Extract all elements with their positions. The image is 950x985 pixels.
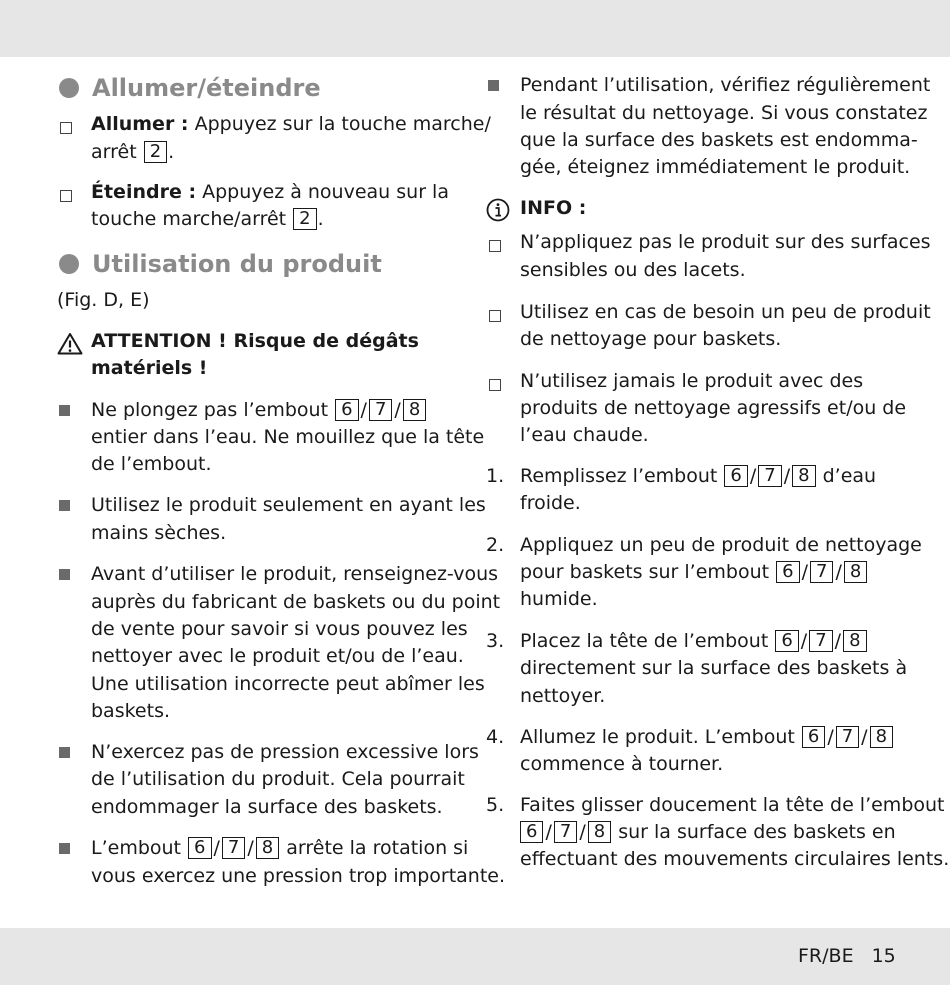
b2-line-1: Utilisez le produit seulement en ayant les — [91, 494, 486, 516]
checkbox-bullet — [60, 190, 72, 202]
b3-line-2: auprès du fabricant de baskets ou du point — [91, 591, 501, 613]
info-title: INFO : — [520, 197, 587, 219]
s5-line-2 — [520, 819, 896, 846]
i3-line-2: produits de nettoyage agressifs et/ou de — [520, 397, 907, 419]
heading-utilisation: Utilisation du produit — [92, 250, 382, 278]
ref-box: 7 — [222, 837, 245, 859]
s1-text-post: d’eau — [816, 465, 877, 487]
b3-line-4: nettoyer avec le produit et/ou de l’eau. — [91, 645, 464, 667]
square-bullet — [59, 500, 70, 511]
i3-line-3: l’eau chaude. — [520, 424, 649, 446]
square-bullet — [59, 405, 70, 416]
b2-line-2: mains sèches. — [91, 522, 227, 544]
ref-box: 6 — [520, 821, 543, 843]
ref-box: 7 — [554, 821, 577, 843]
top-band — [0, 0, 950, 57]
ref-sep: / — [800, 630, 808, 652]
checkbox-bullet — [489, 379, 501, 391]
checkbox-bullet — [60, 122, 72, 134]
s1-line-1 — [520, 463, 876, 490]
ref-box: 8 — [843, 630, 866, 652]
section-bullet-dot — [59, 78, 79, 98]
ref-box: 7 — [836, 726, 859, 748]
ref-sep: / — [783, 465, 791, 487]
ref-box: 6 — [188, 837, 211, 859]
b1-line-3: de l’embout. — [91, 453, 212, 475]
b6-line-1: Pendant l’utilisation, vérifiez régulièrement — [520, 74, 931, 96]
b6-line-4: gée, éteignez immédiatement le produit. — [520, 156, 911, 178]
checkbox-bullet — [489, 240, 501, 252]
ref-sep: / — [213, 837, 220, 859]
b6-line-3: que la surface des baskets est endomma- — [520, 129, 918, 151]
section-bullet-dot — [59, 254, 79, 274]
fig-reference: (Fig. D, E) — [57, 289, 150, 311]
ref-sep: / — [247, 837, 254, 859]
square-bullet — [59, 569, 70, 580]
eteindre-text: Appuyez à nouveau sur la — [196, 181, 449, 203]
b3-line-3: de vente pour savoir si vous pouvez les — [91, 618, 468, 640]
b3-line-1: Avant d’utiliser le produit, renseignez-vous — [91, 563, 499, 585]
eteindre-label: Éteindre : — [91, 181, 197, 203]
step-number: 5. — [486, 794, 505, 816]
i1-line-2: sensibles ou des lacets. — [520, 259, 746, 281]
s4-text: Allumez le produit. L’embout — [520, 726, 795, 748]
b4-line-1: N’exercez pas de pression excessive lors — [91, 741, 479, 763]
ref-sep: / — [545, 821, 552, 843]
ref-sep: / — [827, 726, 834, 748]
ref-box: 6 — [335, 399, 358, 421]
i2-line-2: de nettoyage pour baskets. — [520, 328, 782, 350]
s2-line-2 — [520, 559, 868, 586]
ref-sep: / — [861, 726, 868, 748]
allumer-line-2: arrêt 2 . — [91, 141, 175, 163]
ref-sep: / — [834, 630, 842, 652]
ref-box: 6 — [775, 630, 798, 652]
s5-line-1: Faites glisser doucement la tête de l’embout — [520, 794, 945, 816]
step-number: 2. — [486, 534, 505, 556]
ref-box: 8 — [588, 821, 611, 843]
s5-text-post: sur la surface des baskets en — [612, 821, 896, 843]
eteindre-line-2: touche marche/arrêt 2 . — [91, 208, 324, 230]
allumer-line-1 — [91, 111, 491, 138]
ref-box: 8 — [403, 399, 426, 421]
ref-sep: / — [801, 561, 808, 583]
ref-sep: / — [579, 821, 586, 843]
ref-sep: / — [394, 399, 401, 421]
b4-line-2: de l’utilisation du produit. Cela pourrait — [91, 768, 465, 790]
ref-sep: / — [360, 399, 367, 421]
ref-box: 6 — [724, 465, 747, 487]
ref-box: 8 — [792, 465, 815, 487]
warning-title-line-1: ATTENTION ! Risque de dégâts — [91, 330, 419, 352]
square-bullet — [59, 843, 70, 854]
info-icon — [486, 198, 510, 222]
i2-line-1: Utilisez en cas de besoin un peu de produit — [520, 301, 931, 323]
checkbox-bullet — [489, 310, 501, 322]
i1-line-1: N’appliquez pas le produit sur des surfaces — [520, 231, 931, 253]
s3-line-1 — [520, 628, 868, 655]
ref-box: 2 — [293, 208, 316, 230]
warning-title-line-2: matériels ! — [91, 357, 208, 379]
b3-line-5: Une utilisation incorrecte peut abîmer les — [91, 673, 485, 695]
s5-line-3: effectuant des mouvements circulaires lents. — [520, 848, 950, 870]
ref-box: 6 — [776, 561, 799, 583]
s2-line-1: Appliquez un peu de produit de nettoyage — [520, 534, 922, 556]
ref-box: 7 — [758, 465, 781, 487]
page-footer — [798, 943, 896, 970]
page-number: 15 — [871, 945, 896, 967]
b5-text: L’embout — [91, 837, 181, 859]
allumer-text-2: arrêt — [91, 141, 137, 163]
b4-line-3: endommager la surface des baskets. — [91, 796, 443, 818]
step-number: 4. — [486, 726, 505, 748]
b5-line-1 — [91, 835, 468, 862]
ref-sep: / — [835, 561, 842, 583]
b1-line-2: entier dans l’eau. Ne mouillez que la tête — [91, 426, 485, 448]
square-bullet — [488, 80, 499, 91]
ref-box: 7 — [369, 399, 392, 421]
s4-line-1 — [520, 724, 894, 751]
step-number: 1. — [486, 465, 505, 487]
s2-text: pour baskets sur l’embout — [520, 561, 770, 583]
heading-allumer-eteindre: Allumer/éteindre — [92, 74, 321, 102]
step-number: 3. — [486, 630, 505, 652]
b1-line-1 — [91, 397, 427, 424]
ref-box: 8 — [870, 726, 893, 748]
b3-line-6: baskets. — [91, 700, 171, 722]
s3-line-2: directement sur la surface des baskets à — [520, 657, 908, 679]
s1-text: Remplissez l’embout — [520, 465, 718, 487]
s1-line-2: froide. — [520, 492, 581, 514]
ref-box: 2 — [144, 141, 167, 163]
ref-box: 8 — [844, 561, 867, 583]
ref-box: 7 — [810, 561, 833, 583]
square-bullet — [59, 747, 70, 758]
b6-line-2: le résultat du nettoyage. Si vous constatez — [520, 102, 928, 124]
ref-sep: / — [749, 465, 757, 487]
ref-box: 8 — [256, 837, 279, 859]
b5-text-post: arrête la rotation si — [280, 837, 469, 859]
s3-line-3: nettoyer. — [520, 685, 606, 707]
s3-text: Placez la tête de l’embout — [520, 630, 769, 652]
i3-line-1: N’utilisez jamais le produit avec des — [520, 370, 864, 392]
language-code: FR/BE — [798, 945, 854, 967]
allumer-text: Appuyez sur la touche marche/ — [188, 113, 491, 135]
b1-text: Ne plongez pas l’embout — [91, 399, 329, 421]
b5-line-2: vous exercez une pression trop importante. — [91, 865, 506, 887]
s4-line-2: commence à tourner. — [520, 753, 724, 775]
s2-line-3: humide. — [520, 588, 598, 610]
warning-triangle-icon — [57, 332, 83, 355]
ref-box: 7 — [809, 630, 832, 652]
allumer-label: Allumer : — [91, 113, 189, 135]
eteindre-text-2: touche marche/arrêt — [91, 208, 287, 230]
ref-box: 6 — [802, 726, 825, 748]
eteindre-line-1 — [91, 179, 449, 206]
